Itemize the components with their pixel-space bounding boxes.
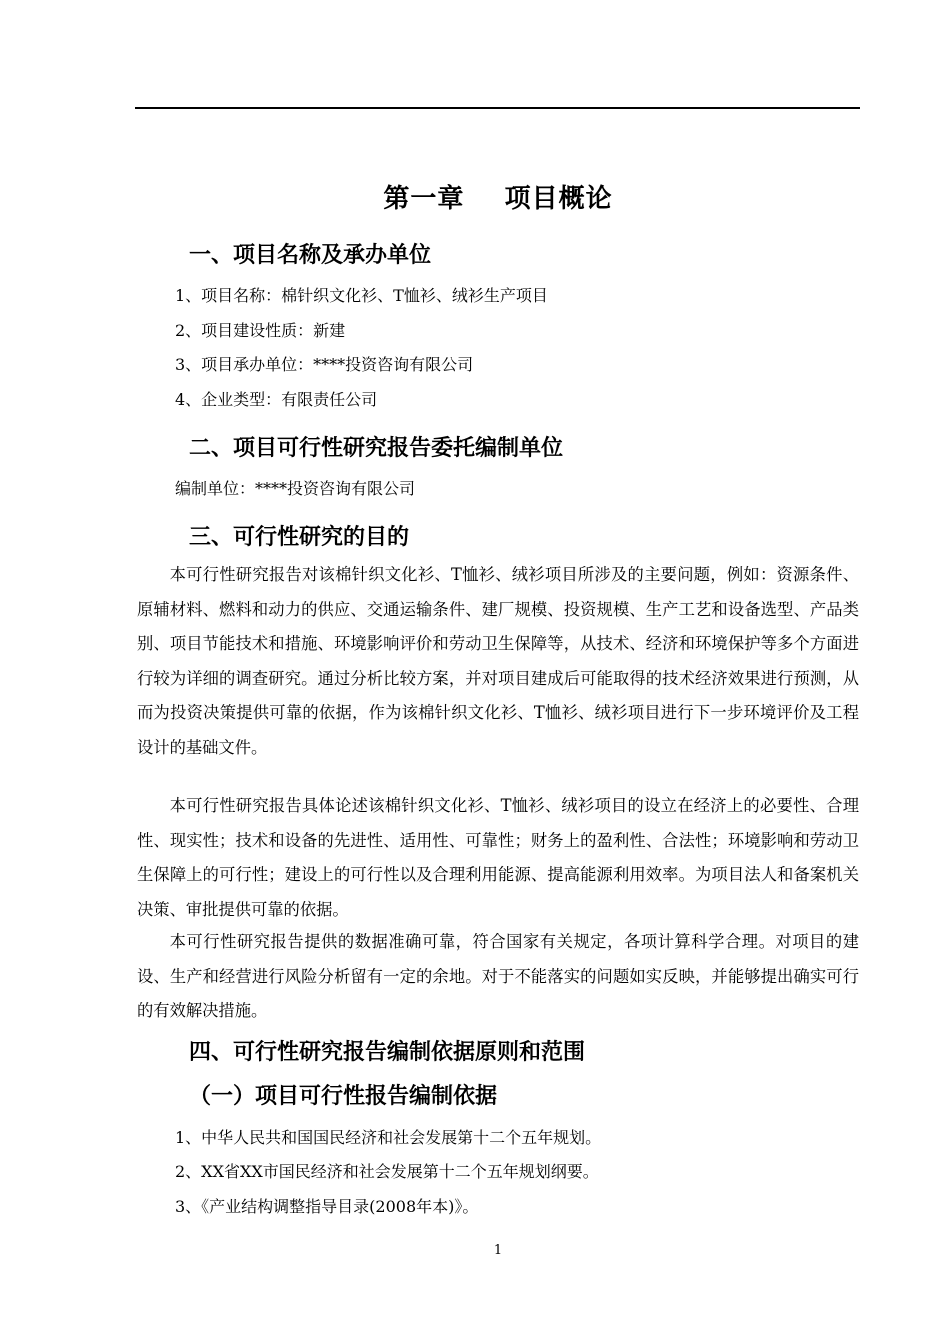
page-number: 1 (493, 1243, 503, 1258)
list-item: 2、XX省XX市国民经济和社会发展第十二个五年规划纲要。 (175, 1162, 599, 1181)
header-rule (135, 107, 860, 109)
section-heading-2: 二、项目可行性研究报告委托编制单位 (189, 436, 564, 461)
chapter-title: 第一章 项目概论 (383, 184, 613, 214)
list-item: 3、项目承办单位：****投资咨询有限公司 (175, 355, 474, 374)
paragraph: 本可行性研究报告对该棉针织文化衫、T恤衫、绒衫项目所涉及的主要问题，例如：资源条件、原辅材料、燃料和动力的供应、交通运输条件、建厂规模、投资规模、生产工艺和设备选型、产品类别、项目节能技术和措施、环境影响评价和劳动卫生保障等，从技术、经济和环境保护等多个方面进行较为详细的调查研究。通过分析比较方案，并对项目建成后可能取得的技术经济效果进行预测，从而为投资决策提供可靠的依据，作为该棉针织文化衫、T恤衫、绒衫项目进行下一步环境评价及工程设计的基础文件。 (137, 565, 859, 757)
list-item: 3、《产业结构调整指导目录(2008年本)》。 (175, 1197, 479, 1216)
list-item: 1、项目名称：棉针织文化衫、T恤衫、绒衫生产项目 (175, 286, 548, 305)
section-heading-4: 四、可行性研究报告编制依据原则和范围 (189, 1040, 586, 1065)
subsection-heading: （一）项目可行性报告编制依据 (189, 1084, 498, 1109)
paragraph: 本可行性研究报告具体论述该棉针织文化衫、T恤衫、绒衫项目的设立在经济上的必要性、合理性、现实性；技术和设备的先进性、适用性、可靠性；财务上的盈利性、合法性；环境影响和劳动卫生保障上的可行性；建设上的可行性以及合理利用能源、提高能源利用效率。为项目法人和备案机关决策、审批提供可靠的依据。 (137, 796, 859, 919)
section-heading-1: 一、项目名称及承办单位 (189, 243, 432, 268)
section-heading-3: 三、可行性研究的目的 (189, 525, 410, 550)
list-item: 1、中华人民共和国国民经济和社会发展第十二个五年规划。 (175, 1128, 602, 1147)
list-item: 4、企业类型：有限责任公司 (175, 390, 378, 409)
compiler-text: 编制单位：****投资咨询有限公司 (175, 479, 416, 498)
paragraph: 本可行性研究报告提供的数据准确可靠，符合国家有关规定，各项计算科学合理。对项目的建设、生产和经营进行风险分析留有一定的余地。对于不能落实的问题如实反映，并能够提出确实可行的有效解决措施。 (137, 932, 859, 1020)
list-item: 2、项目建设性质：新建 (175, 321, 346, 340)
